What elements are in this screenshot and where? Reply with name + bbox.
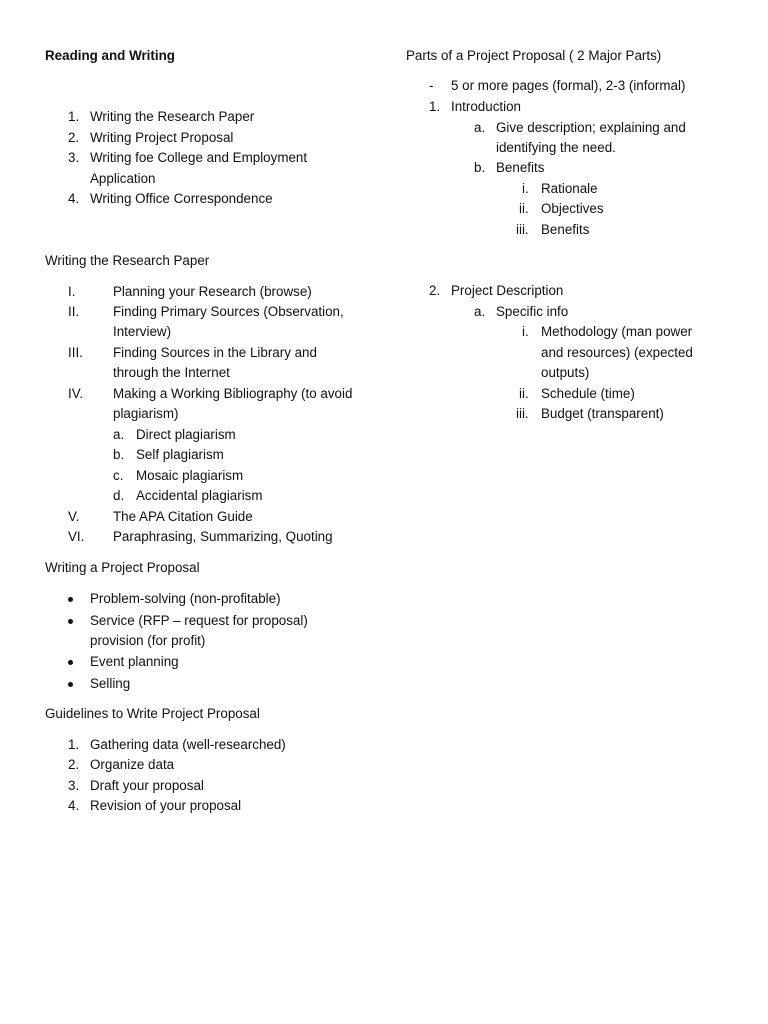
list-roman: iii. [516,406,529,421]
list-number: 2. [68,130,80,145]
list-item: Direct plagiarism [136,427,236,442]
section-heading-parts: Parts of a Project Proposal ( 2 Major Parts) [406,48,662,63]
dash-marker: - [429,78,434,93]
list-item: Problem-solving (non-profitable) [90,591,281,606]
list-number: 2. [68,757,80,772]
list-item: Planning your Research (browse) [113,284,312,299]
list-item-continuation: Application [90,171,156,186]
list-roman: ii. [519,201,529,216]
list-number: 4. [68,798,80,813]
list-item: Objectives [541,201,604,216]
list-roman: iii. [516,222,529,237]
list-number: VI. [68,529,85,544]
list-letter: a. [474,120,486,135]
list-item-continuation: plagiarism) [113,406,179,421]
list-item: Writing the Research Paper [90,109,255,124]
list-item: Rationale [541,181,598,196]
list-item: Schedule (time) [541,386,635,401]
bullet-icon [68,619,73,624]
list-item: Project Description [451,283,564,298]
list-letter: b. [113,447,125,462]
list-roman: ii. [519,386,529,401]
list-item: Paraphrasing, Summarizing, Quoting [113,529,333,544]
list-item: Organize data [90,757,175,772]
list-item: Budget (transparent) [541,406,664,421]
list-item: Benefits [496,160,545,175]
document-title: Reading and Writing [45,48,175,63]
list-number: V. [68,509,80,524]
list-number: 3. [68,778,80,793]
list-number: I. [68,284,76,299]
list-letter: b. [474,160,486,175]
list-item: Accidental plagiarism [136,488,263,503]
list-number: 1. [68,109,80,124]
list-item: The APA Citation Guide [113,509,253,524]
list-item: Methodology (man power [541,324,693,339]
list-item-continuation: outputs) [541,365,590,380]
list-item-continuation: Interview) [113,324,172,339]
list-item: Service (RFP – request for proposal) [90,613,308,628]
list-item: Selling [90,676,131,691]
list-item: Event planning [90,654,179,669]
list-item-continuation: and resources) (expected [541,345,693,360]
list-item: Mosaic plagiarism [136,468,244,483]
list-letter: a. [113,427,125,442]
list-item: Self plagiarism [136,447,224,462]
list-roman: i. [522,181,529,196]
list-letter: d. [113,488,125,503]
list-number: II. [68,304,80,319]
list-item: Making a Working Bibliography (to avoid [113,386,353,401]
list-number: III. [68,345,83,360]
section-heading-guidelines: Guidelines to Write Project Proposal [45,706,260,721]
list-roman: i. [522,324,529,339]
list-letter: a. [474,304,486,319]
list-item: Specific info [496,304,569,319]
list-number: 3. [68,150,80,165]
list-item: Writing foe College and Employment [90,150,308,165]
list-item: Writing Project Proposal [90,130,234,145]
list-item: Give description; explaining and [496,120,686,135]
bullet-icon [68,682,73,687]
list-number: 2. [429,283,441,298]
list-item: Gathering data (well-researched) [90,737,286,752]
bullet-icon [68,660,73,665]
list-number: 1. [429,99,441,114]
pages-note: 5 or more pages (formal), 2-3 (informal) [451,78,686,93]
section-heading-proposal: Writing a Project Proposal [45,560,200,575]
list-item: Finding Primary Sources (Observation, [113,304,344,319]
list-item-continuation: identifying the need. [496,140,616,155]
list-item: Finding Sources in the Library and [113,345,317,360]
bullet-icon [68,597,73,602]
list-letter: c. [113,468,124,483]
list-item: Writing Office Correspondence [90,191,273,206]
list-item: Introduction [451,99,521,114]
section-heading-research: Writing the Research Paper [45,253,210,268]
list-number: 1. [68,737,80,752]
list-item-continuation: through the Internet [113,365,230,380]
list-item: Revision of your proposal [90,798,242,813]
list-item: Benefits [541,222,590,237]
list-number: IV. [68,386,84,401]
list-number: 4. [68,191,80,206]
list-item: Draft your proposal [90,778,204,793]
list-item-continuation: provision (for profit) [90,633,206,648]
